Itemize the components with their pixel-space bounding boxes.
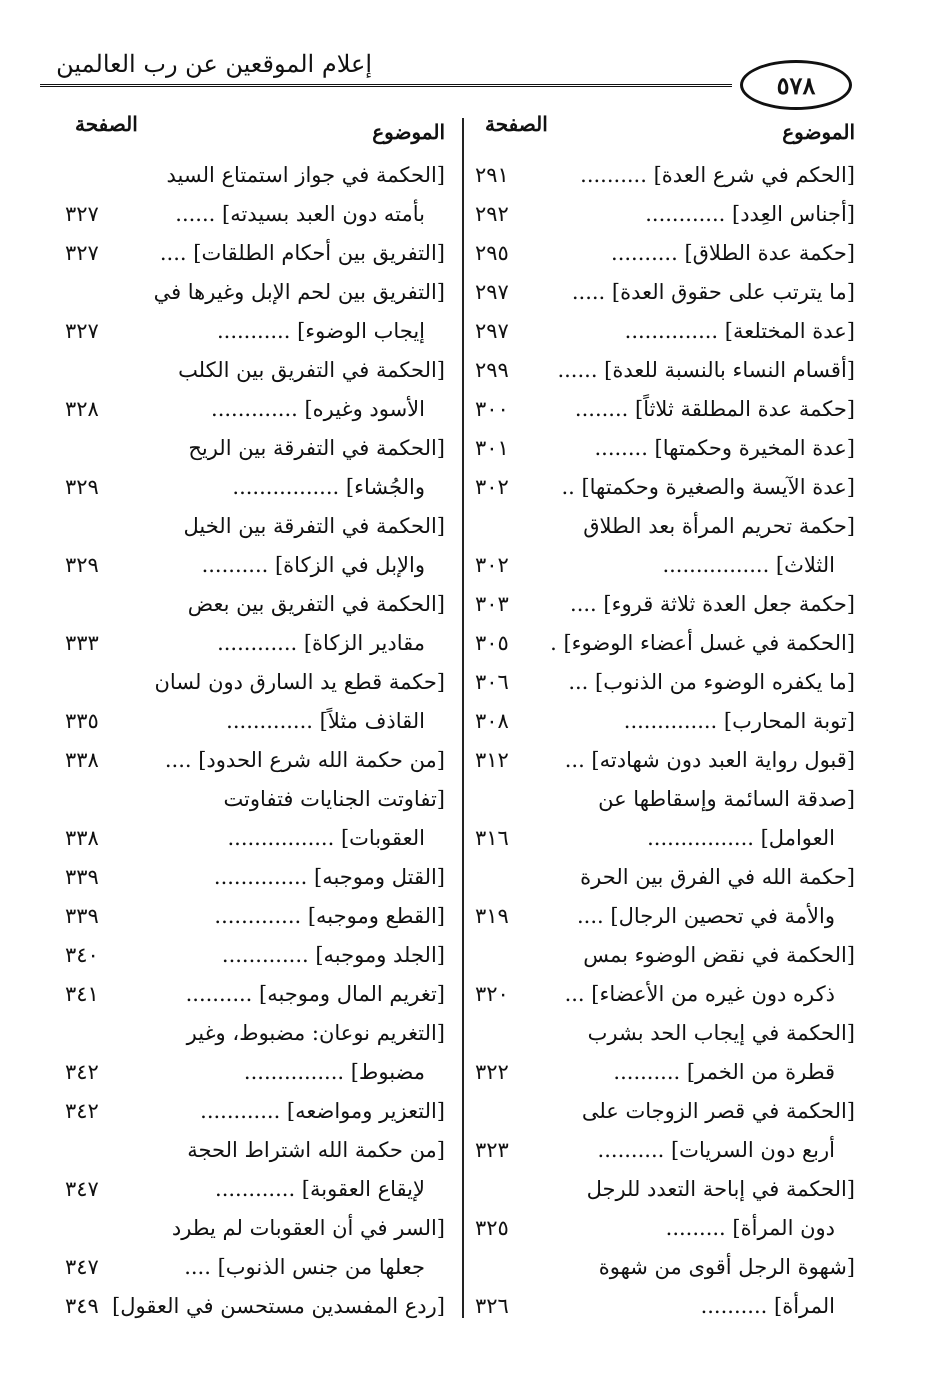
entry-page-number: ٣٢٢: [475, 1060, 509, 1084]
entry-title-continued: مقادير الزكاة] ............: [217, 631, 425, 655]
entry-title: [صدقة السائمة وإسقاطها عن: [598, 787, 855, 811]
entry-page-number: ٣٤٧: [65, 1177, 99, 1201]
entry-page-number: ٣٠٠: [475, 397, 509, 421]
entry-title: [حكمة عدة المطلقة ثلاثاً] ........: [574, 397, 855, 421]
entry-title-continued: الثلاث] ................: [662, 553, 835, 577]
entry-page-number: ٣٤٩: [65, 1294, 99, 1318]
index-entry: [475, 390, 855, 429]
index-entry: [65, 273, 445, 351]
entry-page-number: ٣٢٠: [475, 982, 509, 1006]
entry-title: [الحكمة في التفرقة بين الخيل: [183, 514, 445, 538]
entry-page-number: ٣٢٧: [65, 241, 99, 265]
entry-title: [الحكمة في التفرقة بين الريح: [188, 436, 445, 460]
entry-title: [السر في أن العقوبات لم يطرد: [171, 1216, 445, 1240]
index-entry: [65, 741, 445, 780]
entry-title: [ردع المفسدين مستحسن في العقول]: [112, 1294, 445, 1318]
entry-title-continued: مضبوط] ...............: [243, 1060, 425, 1084]
entry-title: [قبول رواية العبد دون شهادته] ...: [564, 748, 855, 772]
entry-title: [الحكم في شرع العدة] ..........: [580, 163, 855, 187]
entry-title-continued: ذكره دون غيره من الأعضاء] ...: [564, 982, 835, 1006]
entry-page-number: ٢٩٧: [475, 280, 509, 304]
entry-title-continued: والجُشاء] ................: [232, 475, 425, 499]
index-entry: [475, 507, 855, 585]
entry-title: [الحكمة في جواز استمتاع السيد: [166, 163, 445, 187]
index-entry: [475, 741, 855, 780]
index-entry: [475, 1014, 855, 1092]
entry-title: [ما يكفره الوضوء من الذنوب] ...: [568, 670, 855, 694]
entry-title-continued: العقوبات] ................: [227, 826, 425, 850]
entry-title: [الحكمة في إيجاب الحد بشرب: [587, 1021, 855, 1045]
index-entry: [475, 429, 855, 468]
entry-title-continued: دون المرأة] .........: [665, 1216, 835, 1240]
entry-page-number: ٣٤٧: [65, 1255, 99, 1279]
index-entry: [475, 1248, 855, 1326]
entry-page-number: ٣٢٨: [65, 397, 99, 421]
entry-title: [حكمة قطع يد السارق دون لسان: [154, 670, 445, 694]
index-entry: [65, 975, 445, 1014]
entry-title: [أقسام النساء بالنسبة للعدة] ......: [557, 358, 855, 382]
entry-title: [الحكمة في غسل أعضاء الوضوء] .: [550, 631, 855, 655]
entry-title-continued: والأمة في تحصين الرجال] ....: [577, 904, 835, 928]
entry-title: [توبة المحارب] ..............: [623, 709, 855, 733]
entry-title: [الحكمة في نقض الوضوء بمس: [583, 943, 855, 967]
entry-page-number: ٣٢٧: [65, 202, 99, 226]
subject-heading: الموضوع: [782, 120, 855, 144]
entry-page-number: ٣٣٩: [65, 865, 99, 889]
page-heading: الصفحة: [75, 112, 138, 136]
index-entry: [475, 663, 855, 702]
index-entry: [475, 156, 855, 195]
index-columns: [65, 108, 855, 1323]
index-entry: [65, 1014, 445, 1092]
entry-page-number: ٣٠٢: [475, 475, 509, 499]
index-column-right: [475, 108, 855, 1323]
index-entry: [65, 663, 445, 741]
entry-page-number: ٢٩٥: [475, 241, 509, 265]
subject-heading: الموضوع: [372, 120, 445, 144]
index-entry: [65, 507, 445, 585]
index-entry: [65, 780, 445, 858]
index-entry: [475, 780, 855, 858]
entry-title-continued: قطرة من الخمر] ..........: [613, 1060, 835, 1084]
entry-title: [التغريم نوعان: مضبوط، وغير: [186, 1021, 445, 1045]
entry-page-number: ٣٢٧: [65, 319, 99, 343]
index-entry: [65, 1092, 445, 1131]
entry-page-number: ٣٣٣: [65, 631, 99, 655]
entry-title: [أجناس العِدد] ............: [645, 202, 855, 226]
entry-title: [الحكمة في التفريق بين بعض: [187, 592, 445, 616]
page-header: [40, 40, 852, 102]
index-entry: [65, 585, 445, 663]
entry-title: [الحكمة في قصر الزوجات على: [581, 1099, 855, 1123]
entry-page-number: ٣٤٢: [65, 1060, 99, 1084]
entry-page-number: ٣٠٨: [475, 709, 509, 733]
entry-page-number: ٢٩٢: [475, 202, 509, 226]
entry-title: [حكمة جعل العدة ثلاثة قروء] ....: [570, 592, 855, 616]
index-entry: [475, 585, 855, 624]
entry-page-number: ٣٢٥: [475, 1216, 509, 1240]
index-entry: [475, 702, 855, 741]
entry-title: [التعزير ومواضعه] ............: [200, 1099, 445, 1123]
index-entry: [475, 624, 855, 663]
entry-title: [القطع وموجبه] .............: [214, 904, 445, 928]
entry-title: [حكمة تحريم المرأة بعد الطلاق: [583, 514, 855, 538]
entry-page-number: ٣٠٣: [475, 592, 509, 616]
entry-title: [ما يترتب على حقوق العدة] .....: [571, 280, 855, 304]
index-entry: [475, 351, 855, 390]
entry-title: [الحكمة في إباحة التعدد للرجل: [586, 1177, 855, 1201]
header-rule: [40, 84, 732, 87]
entry-page-number: ٣١٢: [475, 748, 509, 772]
index-entry: [65, 936, 445, 975]
index-entry: [65, 897, 445, 936]
entry-title-continued: جعلها من جنس الذنوب] ....: [184, 1255, 425, 1279]
entry-page-number: ٣١٩: [475, 904, 509, 928]
entry-title-continued: الأسود وغيره] .............: [211, 397, 425, 421]
index-entry: [475, 195, 855, 234]
entry-page-number: ٣٣٩: [65, 904, 99, 928]
entry-title: [عدة الآيسة والصغيرة وحكمتها] ..: [561, 475, 855, 499]
entry-title: [من حكمة الله شرع الحدود] ....: [164, 748, 445, 772]
index-entry: [65, 1131, 445, 1209]
entry-title: [حكمة الله في الفرق بين الحرة: [580, 865, 855, 889]
entry-title-continued: والإبل في الزكاة] ..........: [201, 553, 425, 577]
entry-title-continued: بأمته دون العبد بسيدته] ......: [175, 202, 425, 226]
column-header: [65, 108, 445, 156]
entry-title: [شهوة الرجل أقوى من شهوة: [598, 1255, 855, 1279]
entry-title: [من حكمة الله اشتراط الحجة: [187, 1138, 445, 1162]
entry-title-continued: أربع دون السريات] ..........: [597, 1138, 835, 1162]
entry-page-number: ٣٣٥: [65, 709, 99, 733]
index-entry: [65, 351, 445, 429]
entry-title: [تغريم المال وموجبه] ..........: [185, 982, 445, 1006]
index-entry: [475, 312, 855, 351]
entry-page-number: ٣٤٠: [65, 943, 99, 967]
entry-title: [عدة المخيرة وحكمتها] ........: [594, 436, 855, 460]
entry-title: [التفريق بين لحم الإبل وغيرها في: [153, 280, 445, 304]
index-entry: [65, 429, 445, 507]
entry-title-continued: إيجاب الوضوء] ...........: [216, 319, 425, 343]
entry-page-number: ٣٢٣: [475, 1138, 509, 1162]
entry-title-continued: لإيقاع العقوبة] ............: [215, 1177, 425, 1201]
entry-page-number: ٣٤٢: [65, 1099, 99, 1123]
index-entry: [475, 468, 855, 507]
entry-page-number: ٣٤١: [65, 982, 99, 1006]
entry-page-number: ٣٢٦: [475, 1294, 509, 1318]
entry-title-continued: المرأة] ..........: [700, 1294, 835, 1318]
entry-title: [عدة المختلعة] ..............: [624, 319, 855, 343]
entry-title: [التفريق بين أحكام الطلقات] ....: [159, 241, 445, 265]
entry-page-number: ٢٩١: [475, 163, 509, 187]
index-entry: [65, 234, 445, 273]
entry-page-number: ٣٠٥: [475, 631, 509, 655]
index-entry: [65, 1209, 445, 1287]
entry-page-number: ٣٢٩: [65, 553, 99, 577]
entry-page-number: ٣٣٨: [65, 826, 99, 850]
entry-title-continued: العوامل] ................: [647, 826, 835, 850]
index-entry: [475, 234, 855, 273]
entry-title: [الجلد وموجبه] .............: [221, 943, 445, 967]
entry-page-number: ٢٩٧: [475, 319, 509, 343]
entry-title: [تفاوتت الجنايات فتفاوتت: [223, 787, 445, 811]
index-entry: [475, 1092, 855, 1170]
index-entry: [475, 858, 855, 936]
index-entry: [475, 1170, 855, 1248]
entry-page-number: ٣٠١: [475, 436, 509, 460]
index-entry: [475, 936, 855, 1014]
entry-page-number: ٣٠٢: [475, 553, 509, 577]
index-entry: [475, 273, 855, 312]
column-divider: [462, 118, 464, 1318]
entry-page-number: ٢٩٩: [475, 358, 509, 382]
entry-page-number: ٣٣٨: [65, 748, 99, 772]
entry-title: [القتل وموجبه] ..............: [213, 865, 445, 889]
page-number-badge: ٥٧٨: [740, 60, 852, 110]
index-entry: [65, 1287, 445, 1326]
entry-page-number: ٣٢٩: [65, 475, 99, 499]
entry-title-continued: القاذف مثلاً] .............: [226, 709, 425, 733]
index-column-left: [65, 108, 445, 1323]
entry-title: [الحكمة في التفريق بين الكلب: [178, 358, 445, 382]
page-heading: الصفحة: [485, 112, 548, 136]
entry-title: [حكمة عدة الطلاق] ..........: [611, 241, 855, 265]
book-title: إعلام الموقعين عن رب العالمين: [56, 50, 372, 78]
entry-page-number: ٣٠٦: [475, 670, 509, 694]
index-entry: [65, 156, 445, 234]
entry-page-number: ٣١٦: [475, 826, 509, 850]
index-entry: [65, 858, 445, 897]
column-header: [475, 108, 855, 156]
